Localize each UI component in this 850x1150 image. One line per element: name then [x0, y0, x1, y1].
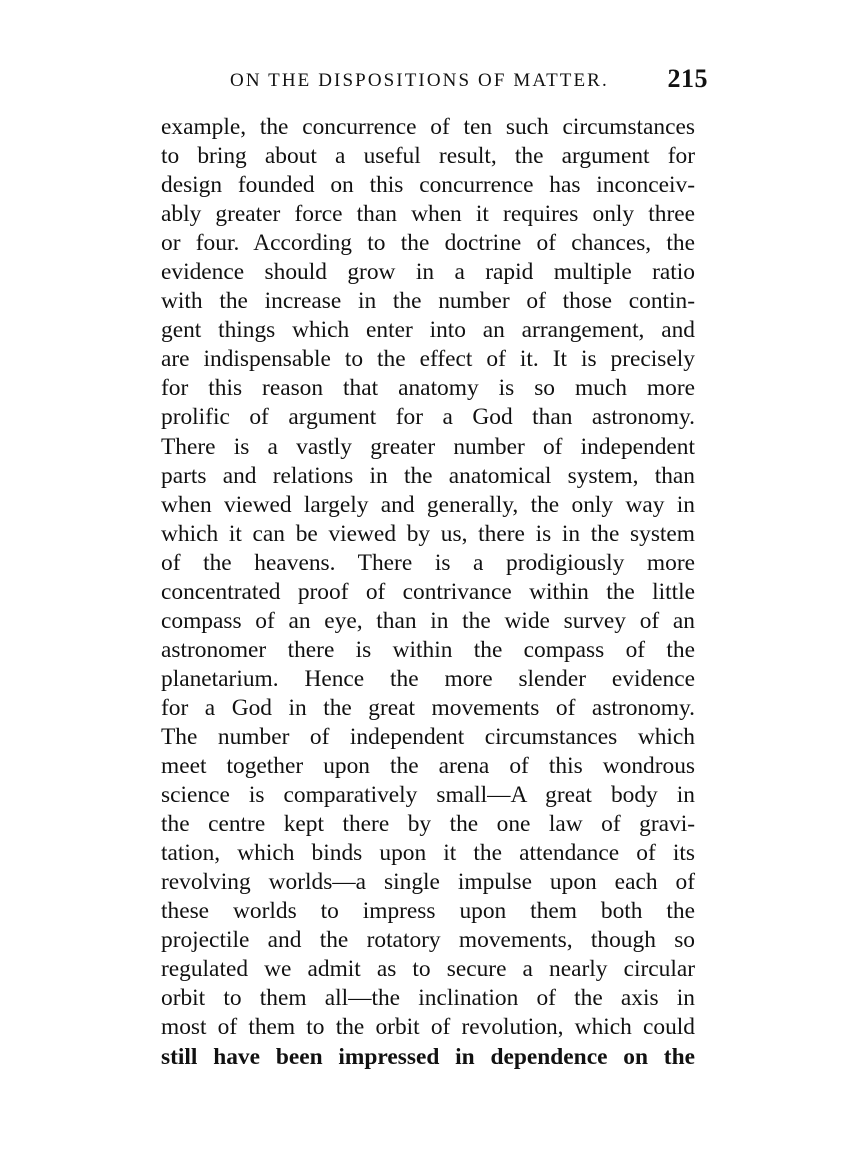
text-line: ably greater force than when it requires only three [161, 201, 695, 228]
text-line: these worlds to impress upon them both the [161, 898, 695, 925]
text-line: when viewed largely and generally, the only way in [161, 491, 695, 518]
text-line: revolving worlds—a single impulse upon each of [161, 869, 695, 896]
text-line: The number of independent circumstances which [161, 723, 695, 750]
text-line: regulated we admit as to secure a nearly circular [161, 956, 695, 983]
running-head [230, 64, 710, 96]
text-line: example, the concurrence of ten such circumstances [161, 114, 695, 140]
text-line: which it can be viewed by us, there is in the system [161, 520, 695, 547]
text-line: projectile and the rotatory movements, though so [161, 927, 695, 954]
text-line: tation, which binds upon it the attendance of its [161, 840, 695, 867]
text-line: for a God in the great movements of astronomy. [161, 694, 695, 721]
text-line: science is comparatively small—A great body in [161, 782, 695, 809]
text-line: There is a vastly greater number of independent [161, 433, 695, 460]
text-line: or four. According to the doctrine of chances, the [161, 230, 695, 257]
text-line: meet together upon the arena of this wondrous [161, 753, 695, 780]
text-line: design founded on this concurrence has inconceiv- [161, 172, 695, 199]
text-line: planetarium. Hence the more slender evidence [161, 665, 695, 692]
text-line: parts and relations in the anatomical system, than [161, 462, 695, 489]
text-line: evidence should grow in a rapid multiple ratio [161, 259, 695, 286]
text-line: the centre kept there by the one law of gravi- [161, 811, 695, 838]
running-title: ON THE DISPOSITIONS OF MATTER. [230, 70, 609, 91]
text-line: of the heavens. There is a prodigiously more [161, 549, 695, 576]
text-line: still have been impressed in dependence on the [161, 1043, 695, 1070]
text-line: astronomer there is within the compass of the [161, 636, 695, 663]
text-line: prolific of argument for a God than astronomy. [161, 404, 695, 431]
text-line: with the increase in the number of those contin- [161, 288, 695, 315]
text-line: to bring about a useful result, the argument for [161, 143, 695, 170]
text-line: orbit to them all—the inclination of the axis in [161, 985, 695, 1012]
text-line: concentrated proof of contrivance within the little [161, 578, 695, 605]
text-line: are indispensable to the effect of it. It is precisely [161, 346, 695, 373]
text-line: compass of an eye, than in the wide survey of an [161, 607, 695, 634]
page-number: 215 [667, 64, 708, 93]
text-line: most of them to the orbit of revolution, which could [161, 1014, 695, 1041]
text-line: gent things which enter into an arrangement, and [161, 317, 695, 344]
text-line: for this reason that anatomy is so much more [161, 375, 695, 402]
body-text [161, 113, 695, 1072]
